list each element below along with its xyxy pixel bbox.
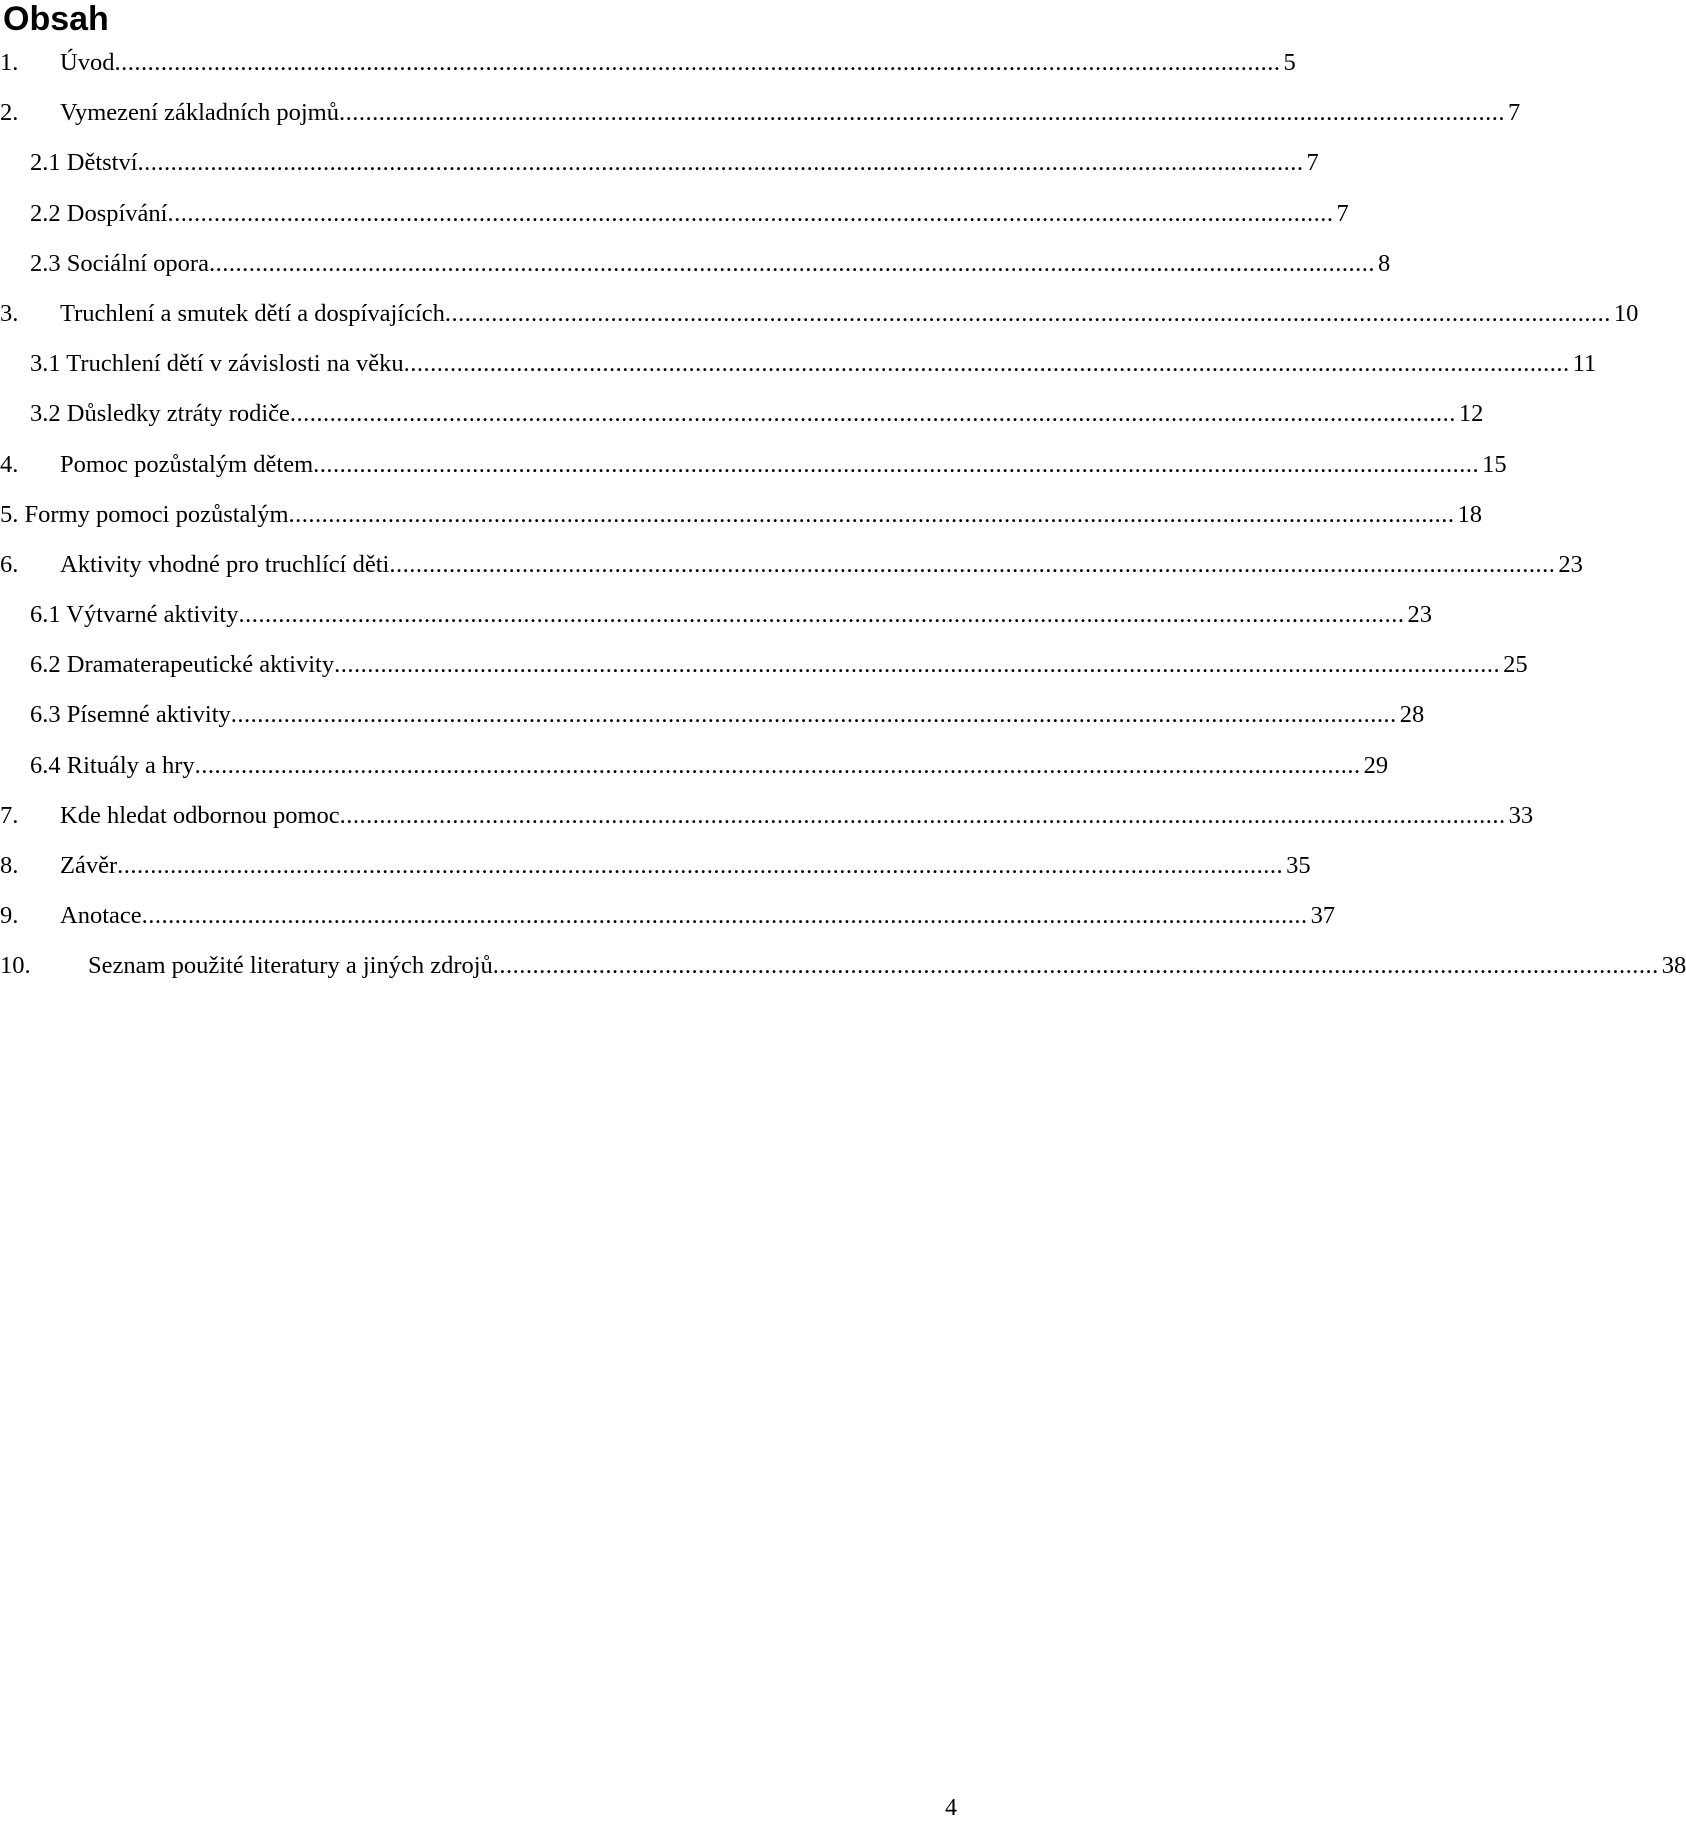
toc-entry-title: Vymezení základních pojmů xyxy=(60,99,339,127)
dot-leader: ................................................................................................................................................................................ xyxy=(288,500,1455,528)
page-number: 4 xyxy=(945,1795,957,1821)
toc-entry-page: 25 xyxy=(1503,651,1528,679)
toc-entry-title: Úvod xyxy=(60,49,115,76)
dot-leader: ................................................................................................................................................................................ xyxy=(444,299,1611,327)
toc-entry-pisemne[interactable] xyxy=(0,690,1425,740)
toc-entry-page: 28 xyxy=(1399,701,1425,729)
toc-entry-truchleni[interactable] xyxy=(0,289,1639,339)
toc-entry-number: 3. xyxy=(0,299,19,327)
toc-entry-title: 6.3 Písemné aktivity xyxy=(30,701,231,729)
toc-entry-zaver[interactable] xyxy=(0,841,1311,891)
dot-leader: ................................................................................................................................................................................ xyxy=(339,801,1506,829)
toc-entry-title: Závěr xyxy=(60,852,118,879)
toc-entry-title: 6.2 Dramaterapeutické aktivity xyxy=(30,651,335,679)
toc-entry-number: 8. xyxy=(0,852,19,879)
dot-leader: ................................................................................................................................................................................ xyxy=(114,49,1281,76)
toc-entry-pomoc[interactable] xyxy=(0,440,1507,490)
toc-entry-page: 15 xyxy=(1482,450,1507,478)
toc-entry-seznam-literatury[interactable] xyxy=(0,941,1686,991)
toc-entry-truchleni-veku[interactable] xyxy=(0,339,1597,389)
toc-entry-number: 2. xyxy=(0,99,19,127)
toc-entry-number: 9. xyxy=(0,902,19,930)
toc-entry-page: 37 xyxy=(1310,902,1336,930)
toc-entry-ritualy[interactable] xyxy=(0,741,1389,791)
dot-leader: ................................................................................................................................................................................ xyxy=(194,751,1361,779)
toc-entry-page: 23 xyxy=(1558,550,1583,578)
toc-entry-page: 7 xyxy=(1507,99,1521,127)
dot-leader: ................................................................................................................................................................................ xyxy=(238,601,1405,629)
toc-entry-page: 5 xyxy=(1283,49,1296,76)
toc-entry-page: 7 xyxy=(1336,199,1349,227)
toc-entry-title: 3.2 Důsledky ztráty rodiče xyxy=(30,400,290,428)
toc-entry-title: Seznam použité literatury a jiných zdrojů xyxy=(88,952,493,980)
dot-leader: ................................................................................................................................................................................ xyxy=(334,651,1501,679)
toc-heading: Obsah xyxy=(3,0,109,38)
dot-leader: ................................................................................................................................................................................ xyxy=(313,450,1480,478)
toc-entry-page: 35 xyxy=(1286,852,1311,879)
toc-entry-number: 10. xyxy=(0,952,31,980)
toc-entry-dramaterapeuticke[interactable] xyxy=(0,640,1528,690)
toc-entry-uvod[interactable] xyxy=(0,38,1296,88)
dot-leader: ................................................................................................................................................................................ xyxy=(289,400,1456,428)
toc-entry-detstvi[interactable] xyxy=(0,138,1319,188)
toc-entry-socialni-opora[interactable] xyxy=(0,239,1391,289)
dot-leader: ................................................................................................................................................................................ xyxy=(117,852,1284,879)
toc-entry-title: 2.3 Sociální opora xyxy=(30,249,209,277)
dot-leader: ................................................................................................................................................................................ xyxy=(167,199,1334,227)
toc-entry-title: Truchlení a smutek dětí a dospívajících xyxy=(60,299,445,327)
toc-entry-page: 29 xyxy=(1363,751,1389,779)
toc-entry-page: 10 xyxy=(1613,299,1639,327)
table-of-contents xyxy=(0,38,1686,992)
toc-entry-title: 6.1 Výtvarné aktivity xyxy=(30,601,239,629)
toc-entry-vytvarne[interactable] xyxy=(0,590,1432,640)
toc-entry-title: 2.2 Dospívání xyxy=(30,199,168,227)
toc-entry-page: 12 xyxy=(1458,400,1484,428)
toc-entry-title: 5. Formy pomoci pozůstalým xyxy=(0,500,289,528)
toc-entry-title: Kde hledat odbornou pomoc xyxy=(60,801,340,829)
toc-entry-title: 2.1 Dětství xyxy=(30,149,138,177)
toc-entry-title: Pomoc pozůstalým dětem xyxy=(60,450,314,478)
toc-entry-title: Aktivity vhodné pro truchlící děti xyxy=(60,550,390,578)
toc-entry-page: 8 xyxy=(1377,249,1391,277)
toc-entry-page: 18 xyxy=(1457,500,1483,528)
toc-entry-title: 6.4 Rituály a hry xyxy=(30,751,195,779)
toc-entry-kde-hledat[interactable] xyxy=(0,791,1534,841)
toc-entry-vymezeni[interactable] xyxy=(0,88,1521,138)
dot-leader: ................................................................................................................................................................................ xyxy=(403,350,1570,378)
dot-leader: ................................................................................................................................................................................ xyxy=(492,952,1659,980)
dot-leader: ................................................................................................................................................................................ xyxy=(208,249,1375,277)
toc-entry-anotace[interactable] xyxy=(0,891,1336,941)
toc-entry-page: 38 xyxy=(1661,952,1686,980)
toc-entry-dospivani[interactable] xyxy=(0,189,1349,239)
dot-leader: ................................................................................................................................................................................ xyxy=(141,902,1308,930)
toc-entry-number: 6. xyxy=(0,550,19,578)
toc-entry-page: 7 xyxy=(1306,149,1319,177)
toc-entry-dusledky[interactable] xyxy=(0,389,1484,439)
dot-leader: ................................................................................................................................................................................ xyxy=(230,701,1397,729)
toc-entry-title: Anotace xyxy=(60,902,142,930)
toc-entry-page: 11 xyxy=(1572,350,1597,378)
dot-leader: ................................................................................................................................................................................ xyxy=(338,99,1505,127)
toc-entry-title: 3.1 Truchlení dětí v závislosti na věku xyxy=(30,350,404,378)
toc-entry-aktivity[interactable] xyxy=(0,540,1583,590)
toc-entry-page: 33 xyxy=(1508,801,1534,829)
toc-entry-number: 7. xyxy=(0,801,19,829)
toc-entry-number: 1. xyxy=(0,49,19,76)
dot-leader: ................................................................................................................................................................................ xyxy=(389,550,1556,578)
toc-entry-page: 23 xyxy=(1407,601,1432,629)
toc-entry-formy-pomoci[interactable] xyxy=(0,490,1483,540)
dot-leader: ................................................................................................................................................................................ xyxy=(137,149,1304,177)
toc-entry-number: 4. xyxy=(0,450,19,478)
